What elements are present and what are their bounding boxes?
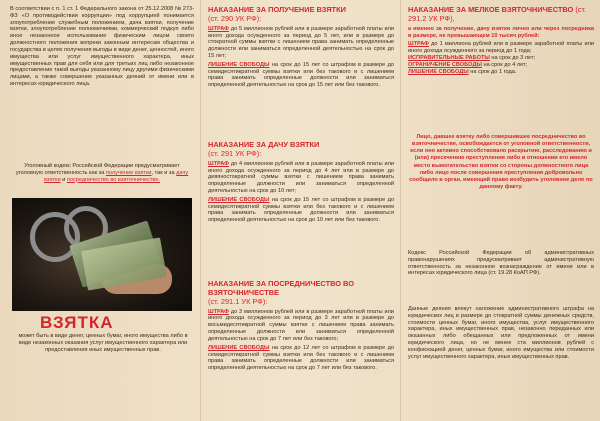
label-imprisonment: ЛИШЕНИЕ СВОБОДЫ bbox=[208, 196, 270, 203]
koap-note: Кодекс Российской Федерации об административных правонарушениях предусматривает административную ответственность за незаконное вознаграждение от имени или в интересах юридического лица (ст. 19.28 КоАП РФ). bbox=[408, 250, 594, 277]
handcuffs-money-photo bbox=[12, 198, 192, 311]
section-title: НАКАЗАНИЕ ЗА ДАЧУ ВЗЯТКИ (ст. 291 УК РФ): bbox=[208, 140, 320, 158]
label-imprisonment: ЛИШЕНИЕ СВОБОДЫ bbox=[208, 61, 270, 68]
label-fine: ШТРАФ bbox=[408, 41, 429, 48]
bribe-definition: может быть в виде денег, ценных бумаг, иного имущества либо в виде незаконных оказания услуг имущественного характера или предоставления иных имущественных прав. bbox=[18, 333, 188, 353]
label-imprisonment: ЛИШЕНИЕ СВОБОДЫ bbox=[408, 68, 469, 75]
section-title: НАКАЗАНИЕ ЗА МЕЛКОЕ ВЗЯТОЧНИЧЕСТВО (ст. 291.2 УК РФ), bbox=[408, 5, 587, 23]
corruption-definition: В соответствии с п. 1 ст. 1 Федерального закона от 25.12.2008 № 273-ФЗ «О противодействии коррупции» под коррупцией понимается злоупотребление служебным положением, дача взятки, получение взятки, злоупотребление полномочиями, коммерческий подкуп либо иное незаконное использование физическим лицом своего должностного положения вопреки законным интересам общества и государства в целях получения выгоды в виде денег, ценностей, иного имущества или услуг имущественного характера, иных имущественных прав для себя или для третьих лиц либо незаконное предоставление такой выгоды указанному лицу другими физическими лицами, а также совершение указанных деяний от имени или в интересах юридического лица. bbox=[10, 6, 194, 87]
criminal-code-note bbox=[10, 163, 194, 183]
section-petty-bribery: НАКАЗАНИЕ ЗА МЕЛКОЕ ВЗЯТОЧНИЧЕСТВО (ст. 291.2 УК РФ), а именно за получение, дачу взятки лично или через посредника в размере, не превышающем 10 тысяч рублей: ШТРАФ до 1 миллиона рублей или в размере заработной платы или иного дохода осужденного за период до 1 года; ИСПРАВИТЕЛЬНЫЕ РАБОТЫ на срок до 3 лет; ОГРАНИЧЕНИЕ СВОБОДЫ на срок до 4 лет; ЛИШЕНИЕ СВОБОДЫ на срок до 1 года. bbox=[408, 5, 594, 75]
link-mediation[interactable]: посредничество во взяточничестве. bbox=[66, 176, 160, 183]
label-restriction: ОГРАНИЧЕНИЕ СВОБОДЫ bbox=[408, 61, 482, 68]
label-corrective-labor: ИСПРАВИТЕЛЬНЫЕ РАБОТЫ bbox=[408, 55, 490, 61]
label-fine: ШТРАФ bbox=[208, 160, 229, 167]
section-title: НАКАЗАНИЕ ЗА ПОЛУЧЕНИЕ ВЗЯТКИ (ст. 290 УК РФ): bbox=[208, 5, 346, 23]
section-title: НАКАЗАНИЕ ЗА ПОСРЕДНИЧЕСТВО ВО ВЗЯТОЧНИЧЕСТВЕ (ст. 291.1 УК РФ): bbox=[208, 279, 354, 306]
note-text-mid: , так и за bbox=[151, 169, 175, 176]
link-bribe-taking[interactable]: получение взятки bbox=[105, 169, 152, 176]
petty-intro: а именно за получение, дачу взятки лично или через посредника в размере, не превышающем 10 тысяч рублей: bbox=[408, 25, 594, 39]
section-bribe-giving: НАКАЗАНИЕ ЗА ДАЧУ ВЗЯТКИ (ст. 291 УК РФ): ШТРАФ до 4 миллионов рублей или в размере заработной платы или иного дохода осужденного за период до 4 лет или в размере до девяностократной суммы взятки с лишением права занимать определенные должности или заниматься определенной деятельностью на срок до 10 лет; ЛИШЕНИЕ СВОБОДЫ на срок до 15 лет со штрафом в размере до семидесятикратной суммы взятки или без такового и с лишением права занимать определенные должности или заниматься определенной деятельностью на срок до 10 лет или без такового. bbox=[208, 140, 394, 224]
label-imprisonment: ЛИШЕНИЕ СВОБОДЫ bbox=[208, 344, 270, 351]
section-mediation: НАКАЗАНИЕ ЗА ПОСРЕДНИЧЕСТВО ВО ВЗЯТОЧНИЧЕСТВЕ (ст. 291.1 УК РФ): ШТРАФ до 3 миллионов рублей или в размере заработной платы или иного дохода осужденного за период до 3 лет или в размере до восьмидесятикратной суммы взятки с лишением права занимать определенные должности или заниматься определенной деятельностью на срок до 7 лет или без такового; ЛИШЕНИЕ СВОБОДЫ на срок до 12 лет со штрафом в размере до семидесятикратной суммы взятки или без такового и с лишением права занимать определенные должности или заниматься определенной деятельностью на срок до 7 лет или без такового. bbox=[208, 279, 394, 372]
note-text: Уголовный кодекс Российской Федерации предусматривает уголовную ответственность как за bbox=[15, 163, 180, 176]
section-bribe-taking: НАКАЗАНИЕ ЗА ПОЛУЧЕНИЕ ВЗЯТКИ (ст. 290 УК РФ): ШТРАФ до 5 миллионов рублей или в размере заработной платы или иного дохода осужденного за период до 5 лет, или в размере до стократной суммы взятки с лишением права занимать определенные должности или заниматься определенной деятельностью на срок до 15 лет; ЛИШЕНИЕ СВОБОДЫ на срок до 15 лет со штрафом в размере до семидесятикратной суммы взятки или без такового и с лишением права занимать определенные должности или заниматься определенной деятельностью на срок до 15 лет или без такового. bbox=[208, 5, 394, 89]
note-text-and: и bbox=[62, 176, 66, 183]
exemption-callout: Лицо, давшее взятку либо совершившее посредничество во взяточничестве, освобождается от уголовной ответственности, если оно активно способствовало раскрытию, расследованию и (или) пресечению преступления либо в отношении его имело место вымогательство взятки со стороны должностного лица либо лицо после совершения преступления добровольно сообщило в орган, имеющий право возбудить уголовное дело по данному факту. bbox=[409, 133, 593, 191]
label-fine: ШТРАФ bbox=[208, 25, 229, 32]
label-fine: ШТРАФ bbox=[208, 308, 229, 315]
bribe-heading: ВЗЯТКА bbox=[40, 313, 114, 332]
link-bribe-giving[interactable]: дачу взятки bbox=[43, 169, 189, 183]
administrative-fine: Данные деяния влекут наложение административного штрафа на юридических лиц в размере до стократной суммы денежных средств, стоимости ценных бумаг, иного имущества, услуг имущественного характера, иных имущественных прав, незаконно переданных или оказанных либо обещанных или предложенных от имени юридического лица, но не менее ста миллионов рублей с конфискацией денег, ценных бумаг, иного имущества или стоимости услуг имущественного характера, иных имущественных прав. bbox=[408, 306, 594, 360]
